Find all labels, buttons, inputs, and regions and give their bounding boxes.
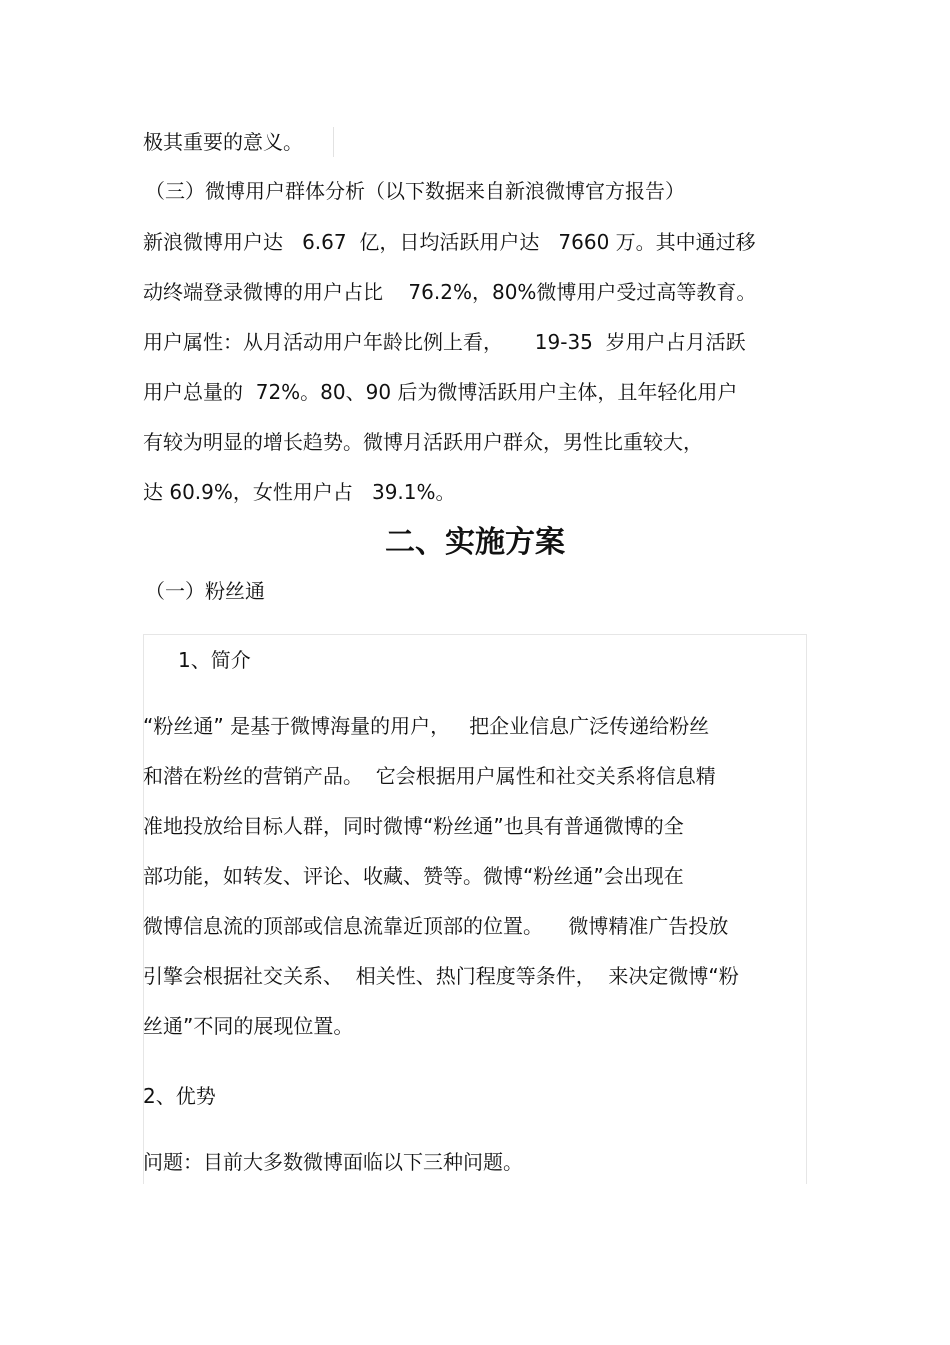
intro-paragraph-line-4: 部功能，如转发、评论、收藏、赞等。微博“粉丝通”会出现在	[143, 864, 684, 888]
intro-paragraph-line-2: 和潜在粉丝的营销产品。 它会根据用户属性和社交关系将信息精	[143, 764, 716, 788]
intro-paragraph-line-1: “粉丝通” 是基于微博海量的用户， 把企业信息广泛传递给粉丝	[143, 714, 710, 738]
section-3-line-6: 达 60.9%，女性用户占 39.1%。	[143, 480, 456, 504]
chapter-2-title: 二、实施方案	[385, 525, 565, 560]
subsection-advantage-title: 2、优势	[143, 1084, 216, 1108]
problem-statement: 问题：目前大多数微博面临以下三种问题。	[143, 1150, 523, 1174]
section-3-line-1: 新浪微博用户达 6.67 亿，日均活跃用户达 7660 万。其中通过移	[143, 230, 756, 254]
section-3-line-4: 用户总量的 72%。80、90 后为微博活跃用户主体，且年轻化用户	[143, 380, 738, 404]
intro-paragraph-line-6: 引擎会根据社交关系、 相关性、热门程度等条件， 来决定微博“粉	[143, 964, 739, 988]
intro-paragraph-line-5: 微博信息流的顶部或信息流靠近顶部的位置。 微博精准广告投放	[143, 914, 729, 938]
intro-border-right	[333, 127, 334, 157]
box-border-right	[806, 634, 807, 1184]
section-3-line-5: 有较为明显的增长趋势。微博月活跃用户群众，男性比重较大，	[143, 430, 703, 454]
box-border-top	[143, 634, 807, 635]
intro-paragraph-line-3: 准地投放给目标人群，同时微博“粉丝通”也具有普通微博的全	[143, 814, 684, 838]
section-1-title: （一）粉丝通	[145, 579, 265, 603]
intro-paragraph-line-7: 丝通”不同的展现位置。	[143, 1014, 354, 1038]
section-3-line-3: 用户属性：从月活动用户年龄比例上看， 19-35 岁用户占月活跃	[143, 330, 746, 354]
subsection-intro-title: 1、简介	[178, 648, 251, 672]
section-3-line-2: 动终端登录微博的用户占比 76.2%，80%微博用户受过高等教育。	[143, 280, 757, 304]
section-3-title: （三）微博用户群体分析（以下数据来自新浪微博官方报告）	[145, 179, 685, 203]
intro-text: 极其重要的意义。	[143, 130, 303, 154]
